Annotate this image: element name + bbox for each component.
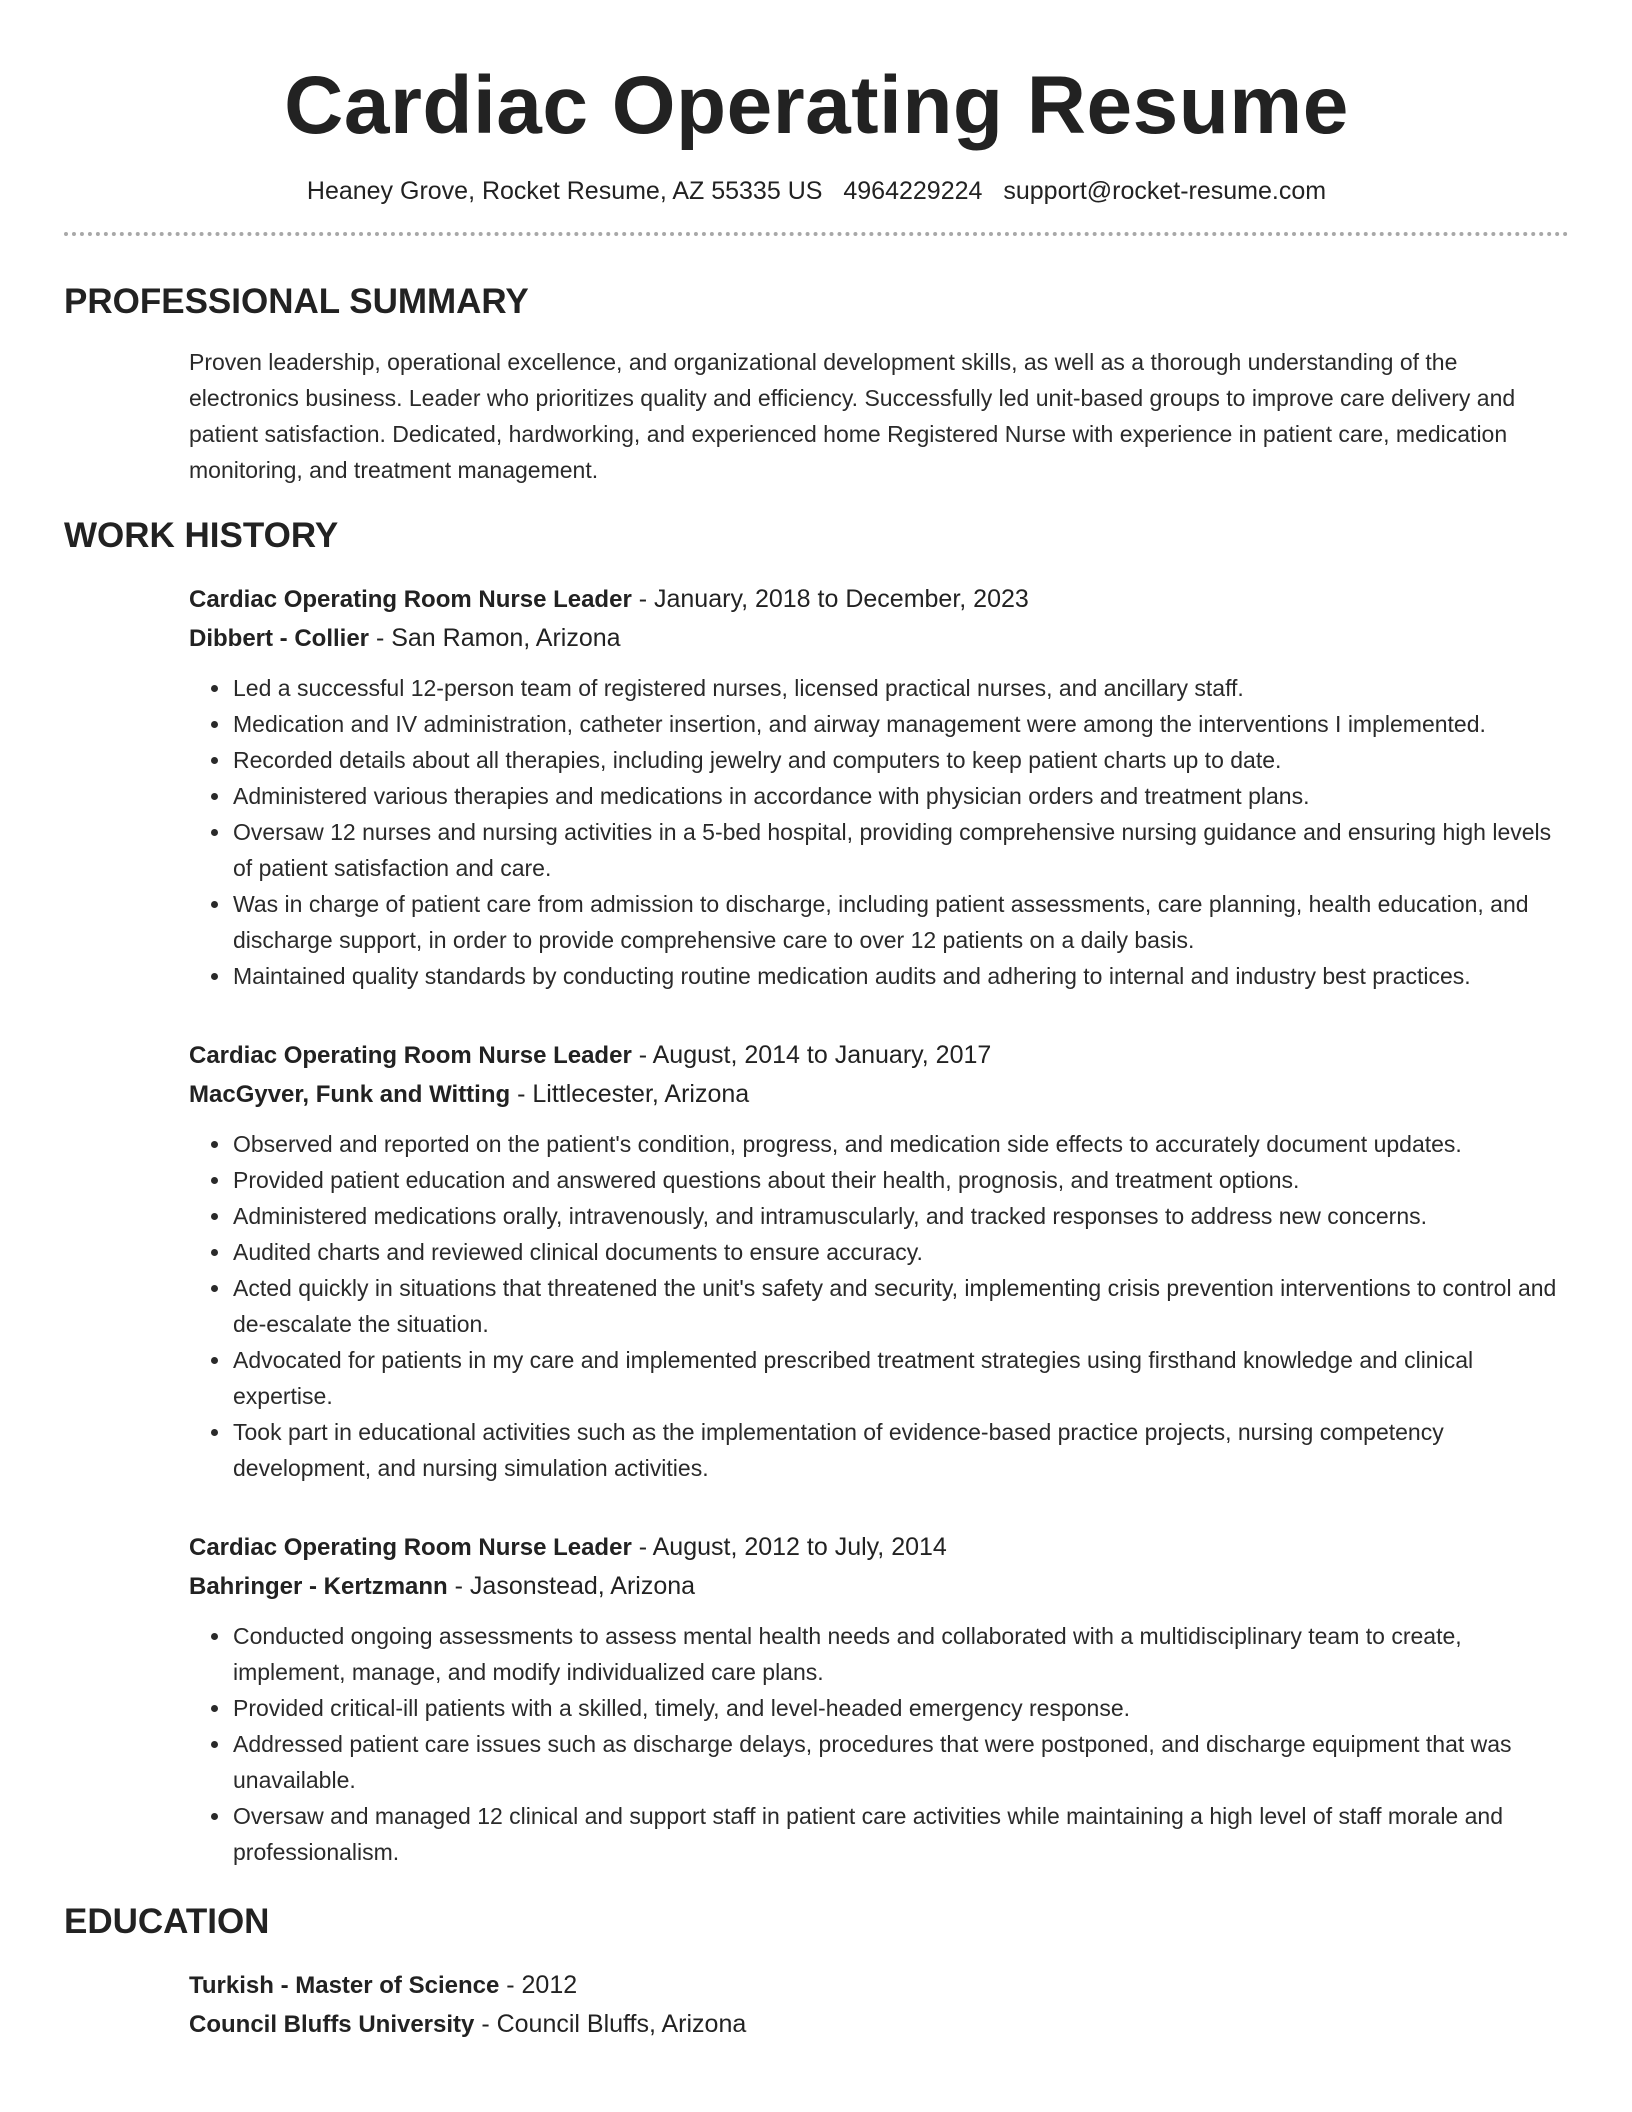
job-bullet: • Oversaw 12 nurses and nursing activities in a 5-bed hospital, providing comprehensive nursing guidance and ensuring high levels of patient satisfaction and care. bbox=[232, 814, 1569, 886]
resume-page bbox=[64, 0, 1569, 2044]
job-bullet: • Conducted ongoing assessments to assess mental health needs and collaborated with a multidisciplinary team to create, implement, manage, and modify individualized care plans. bbox=[232, 1618, 1569, 1690]
job-bullet: • Oversaw and managed 12 clinical and support staff in patient care activities while maintaining a high level of staff morale and professionalism. bbox=[232, 1798, 1569, 1870]
contact-line bbox=[64, 174, 1569, 208]
job-title-line bbox=[189, 580, 1569, 619]
education-school: Council Bluffs University bbox=[189, 2011, 475, 2038]
work-history-section bbox=[189, 580, 1569, 1870]
job-bullet: • Recorded details about all therapies, including jewelry and computers to keep patient charts up to date. bbox=[232, 742, 1569, 778]
job-company: Dibbert - Collier bbox=[189, 625, 370, 652]
work-history-heading: WORK HISTORY bbox=[64, 516, 339, 555]
job-bullet: • Took part in educational activities such as the implementation of evidence-based practice projects, nursing competency development, and nursing simulation activities. bbox=[232, 1414, 1569, 1486]
summary-text: Proven leadership, operational excellence, and organizational development skills, as well as a thorough understanding of the electronics business. Leader who prioritizes quality and efficiency. Successfully led unit-based groups to improve care delivery and patient satisfaction. Dedicated, hardworking, and experienced home Registered Nurse with experience in patient care, medication monitoring, and treatment management. bbox=[189, 349, 1516, 483]
job-company-line bbox=[189, 1567, 1569, 1606]
job-bullet: • Was in charge of patient care from admission to discharge, including patient assessments, care planning, health education, and discharge support, in order to provide comprehensive care to over 12 patients on a daily basis. bbox=[232, 886, 1569, 958]
education-school-line bbox=[189, 2005, 1569, 2044]
job-title: Cardiac Operating Room Nurse Leader bbox=[189, 1042, 632, 1069]
job-dates: - August, 2012 to July, 2014 bbox=[631, 1533, 947, 1561]
job-entry bbox=[189, 580, 1569, 994]
education-section bbox=[189, 1966, 1569, 2044]
education-location: - Council Bluffs, Arizona bbox=[474, 2010, 747, 2038]
job-dates: - January, 2018 to December, 2023 bbox=[631, 585, 1029, 613]
job-entry bbox=[189, 1528, 1569, 1870]
contact-phone: 4964229224 bbox=[843, 177, 983, 205]
job-location: - Jasonstead, Arizona bbox=[447, 1572, 696, 1600]
job-bullet: • Advocated for patients in my care and implemented prescribed treatment strategies using firsthand knowledge and clinical expertise. bbox=[232, 1342, 1569, 1414]
header-divider bbox=[64, 232, 1569, 236]
job-location: - Littlecester, Arizona bbox=[510, 1080, 750, 1108]
summary-heading: PROFESSIONAL SUMMARY bbox=[64, 282, 529, 321]
job-bullet: • Led a successful 12-person team of registered nurses, licensed practical nurses, and ancillary staff. bbox=[232, 670, 1569, 706]
job-company: Bahringer - Kertzmann bbox=[189, 1573, 448, 1600]
job-title: Cardiac Operating Room Nurse Leader bbox=[189, 1534, 632, 1561]
job-title-line bbox=[189, 1528, 1569, 1567]
job-bullets bbox=[189, 670, 1569, 994]
job-bullet: • Provided patient education and answered questions about their health, prognosis, and treatment options. bbox=[232, 1162, 1569, 1198]
job-company-line bbox=[189, 619, 1569, 658]
education-year: - 2012 bbox=[499, 1971, 578, 1999]
job-bullet: • Addressed patient care issues such as discharge delays, procedures that were postponed, and discharge equipment that was unavailable. bbox=[232, 1726, 1569, 1798]
contact-email: support@rocket-resume.com bbox=[1003, 177, 1327, 205]
job-bullet: • Provided critical-ill patients with a skilled, timely, and level-headed emergency response. bbox=[232, 1690, 1569, 1726]
job-bullet: • Maintained quality standards by conducting routine medication audits and adhering to internal and industry best practices. bbox=[232, 958, 1569, 994]
job-bullet: • Medication and IV administration, catheter insertion, and airway management were among the interventions I implemented. bbox=[232, 706, 1569, 742]
education-degree-line bbox=[189, 1966, 1569, 2005]
job-bullet: • Observed and reported on the patient's condition, progress, and medication side effects to accurately document updates. bbox=[232, 1126, 1569, 1162]
job-bullet: • Audited charts and reviewed clinical documents to ensure accuracy. bbox=[232, 1234, 1569, 1270]
resume-title: Cardiac Operating Resume bbox=[284, 60, 1349, 151]
job-bullets bbox=[189, 1618, 1569, 1870]
job-bullet: • Administered medications orally, intravenously, and intramuscularly, and tracked responses to address new concerns. bbox=[232, 1198, 1569, 1234]
job-location: - San Ramon, Arizona bbox=[369, 624, 621, 652]
summary-section bbox=[189, 344, 1569, 488]
contact-address: Heaney Grove, Rocket Resume, AZ 55335 US bbox=[306, 177, 823, 205]
job-title: Cardiac Operating Room Nurse Leader bbox=[189, 586, 632, 613]
job-bullet: • Administered various therapies and medications in accordance with physician orders and treatment plans. bbox=[232, 778, 1569, 814]
job-company-line bbox=[189, 1075, 1569, 1114]
education-heading: EDUCATION bbox=[64, 1902, 270, 1941]
job-dates: - August, 2014 to January, 2017 bbox=[631, 1041, 992, 1069]
education-degree: Turkish - Master of Science bbox=[189, 1972, 500, 1999]
job-title-line bbox=[189, 1036, 1569, 1075]
job-bullet: • Acted quickly in situations that threatened the unit's safety and security, implementing crisis prevention interventions to control and de-escalate the situation. bbox=[232, 1270, 1569, 1342]
job-bullets bbox=[189, 1126, 1569, 1486]
job-company: MacGyver, Funk and Witting bbox=[189, 1081, 511, 1108]
job-entry bbox=[189, 1036, 1569, 1486]
